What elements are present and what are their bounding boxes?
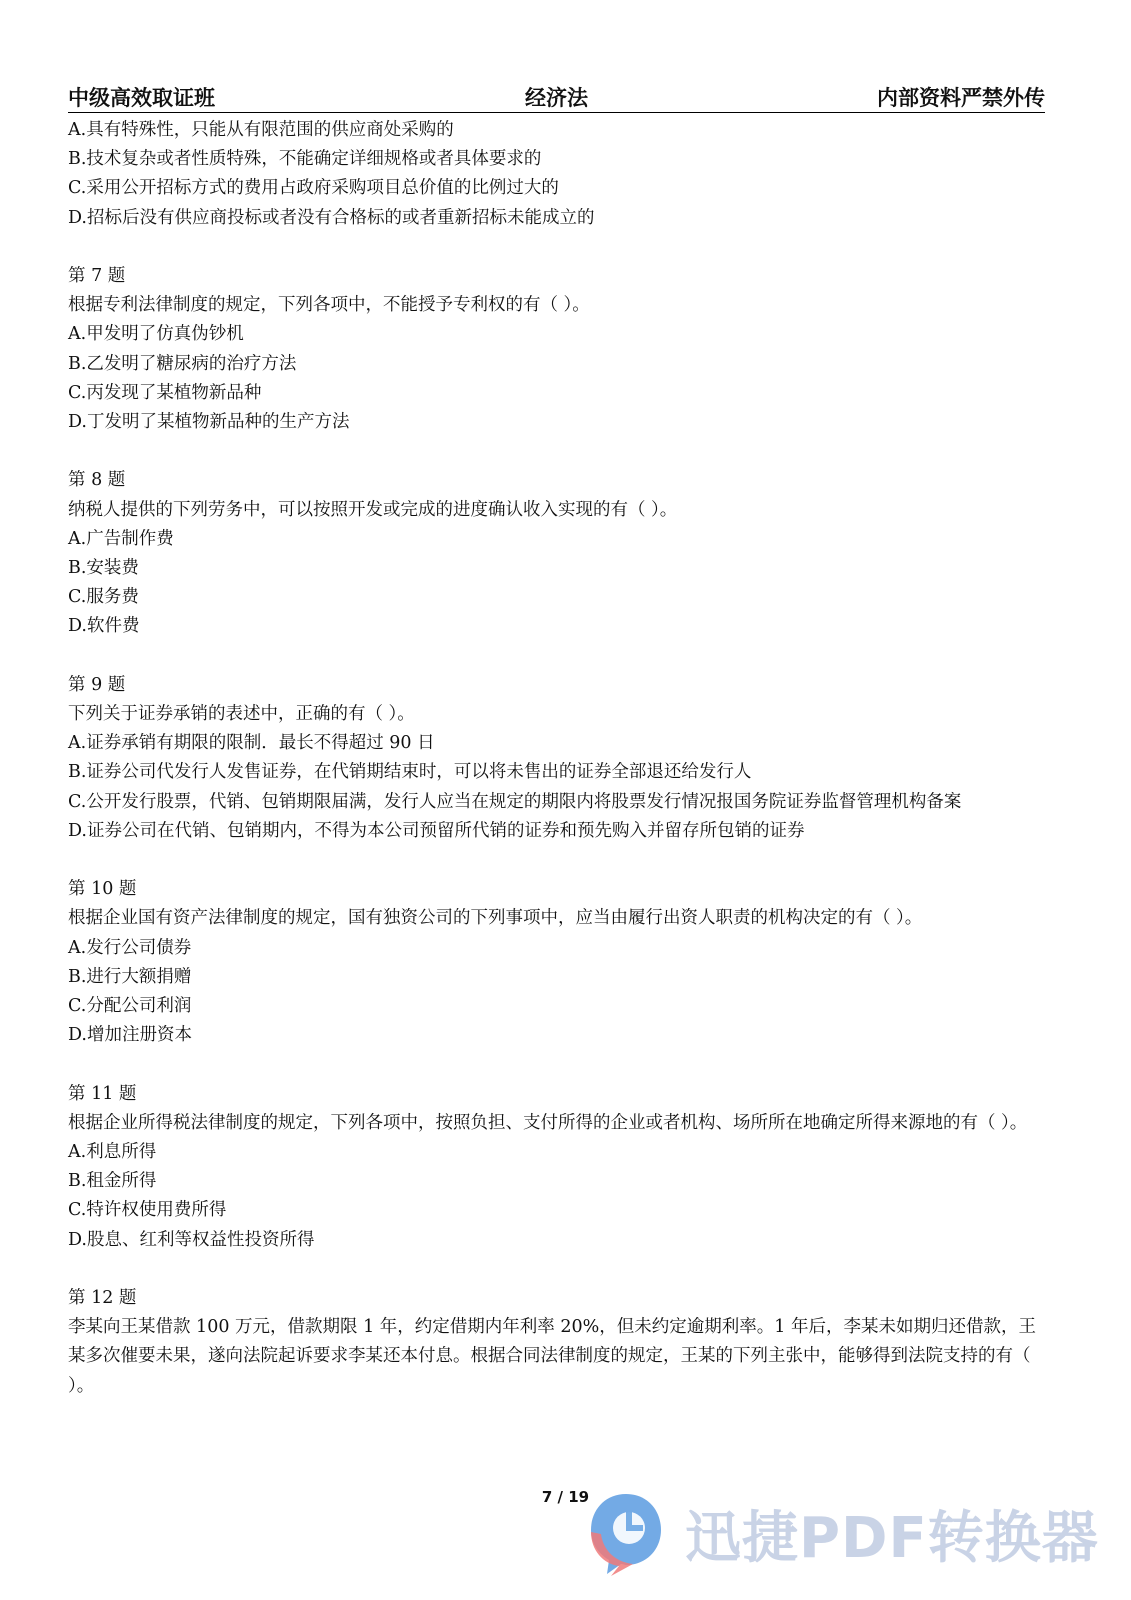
option-line: C.丙发现了某植物新品种 <box>68 382 262 403</box>
option-line: D.软件费 <box>68 616 140 637</box>
option-line: A.证券承销有期限的限制．最长不得超过 90 日 <box>68 733 435 754</box>
page-content <box>68 116 1051 1401</box>
question-number: 第 8 题 <box>68 470 126 491</box>
option-line: C.服务费 <box>68 587 139 608</box>
option-line: A.利息所得 <box>68 1142 157 1163</box>
option-line: D.证券公司在代销、包销期内，不得为本公司预留所代销的证券和预先购入并留存所包销的证券 <box>68 820 805 841</box>
option-line: C.特许权使用费所得 <box>68 1200 227 1221</box>
option-line: A.发行公司债券 <box>68 937 192 958</box>
question-stem: 纳税人提供的下列劳务中，可以按照开发或完成的进度确认收入实现的有（ ）。 <box>68 499 678 520</box>
question-stem: 根据专利法律制度的规定，下列各项中，不能授予专利权的有（ ）。 <box>68 295 590 316</box>
question-stem: 下列关于证券承销的表述中，正确的有（ ）。 <box>68 704 415 725</box>
option-line: D.增加注册资本 <box>68 1025 192 1046</box>
page-header <box>68 80 1045 113</box>
question-number: 第 9 题 <box>68 674 126 695</box>
question-stem: 李某向王某借款 100 万元，借款期限 1 年，约定借期内年利率 20%，但未约定逾期利率。1 年后，李某未如期归还借款，王某多次催要未果，遂向法院起诉要求李某还本付息。根据合同法律制度的规定，王某的下列主张中，能够得到法院支持的有（ ）。 <box>68 1317 1036 1396</box>
question-12 <box>68 1284 1051 1401</box>
option-line: A.广告制作费 <box>68 528 174 549</box>
option-line: C.采用公开招标方式的费用占政府采购项目总价值的比例过大的 <box>68 178 559 199</box>
question-number: 第 10 题 <box>68 879 137 900</box>
option-line: B.进行大额捐赠 <box>68 966 192 987</box>
header-subject: 经济法 <box>525 86 588 110</box>
question-stem: 根据企业国有资产法律制度的规定，国有独资公司的下列事项中，应当由履行出资人职责的机构决定的有（ ）。 <box>68 908 923 929</box>
option-line: B.租金所得 <box>68 1171 157 1192</box>
question-number: 第 12 题 <box>68 1288 137 1309</box>
question-8 <box>68 466 1051 641</box>
option-line: B.技术复杂或者性质特殊，不能确定详细规格或者具体要求的 <box>68 149 542 170</box>
option-line: B.安装费 <box>68 558 139 579</box>
page-number: 7 / 19 <box>541 1488 590 1506</box>
option-line: D.股息、红利等权益性投资所得 <box>68 1229 315 1250</box>
option-line: A.甲发明了仿真伪钞机 <box>68 324 244 345</box>
question-10 <box>68 875 1051 1050</box>
question-7 <box>68 262 1051 437</box>
header-course-name: 中级高效取证班 <box>68 86 215 110</box>
previous-question-options <box>68 116 1051 233</box>
option-line: C.分配公司利润 <box>68 996 192 1017</box>
question-number: 第 7 题 <box>68 266 126 286</box>
option-line: C.公开发行股票，代销、包销期限届满，发行人应当在规定的期限内将股票发行情况报国务院证券监督管理机构备案 <box>68 791 962 812</box>
watermark-text: 迅捷PDF转换器 <box>685 1506 1099 1571</box>
option-line: B.乙发明了糖尿病的治疗方法 <box>68 353 297 374</box>
question-9 <box>68 671 1051 846</box>
option-line: D.招标后没有供应商投标或者没有合格标的或者重新招标未能成立的 <box>68 207 595 228</box>
option-line: B.证券公司代发行人发售证券，在代销期结束时，可以将未售出的证券全部退还给发行人 <box>68 762 752 783</box>
watermark <box>585 1488 1099 1588</box>
option-line: D.丁发明了某植物新品种的生产方法 <box>68 412 350 433</box>
header-confidential-note: 内部资料严禁外传 <box>877 86 1045 110</box>
question-number: 第 11 题 <box>68 1083 137 1104</box>
option-line: A.具有特殊性，只能从有限范围的供应商处采购的 <box>68 120 454 140</box>
question-stem: 根据企业所得税法律制度的规定，下列各项中，按照负担、支付所得的企业或者机构、场所所在地确定所得来源地的有（ ）。 <box>68 1112 1028 1133</box>
xunjie-logo-icon <box>585 1488 667 1578</box>
question-11 <box>68 1080 1051 1255</box>
